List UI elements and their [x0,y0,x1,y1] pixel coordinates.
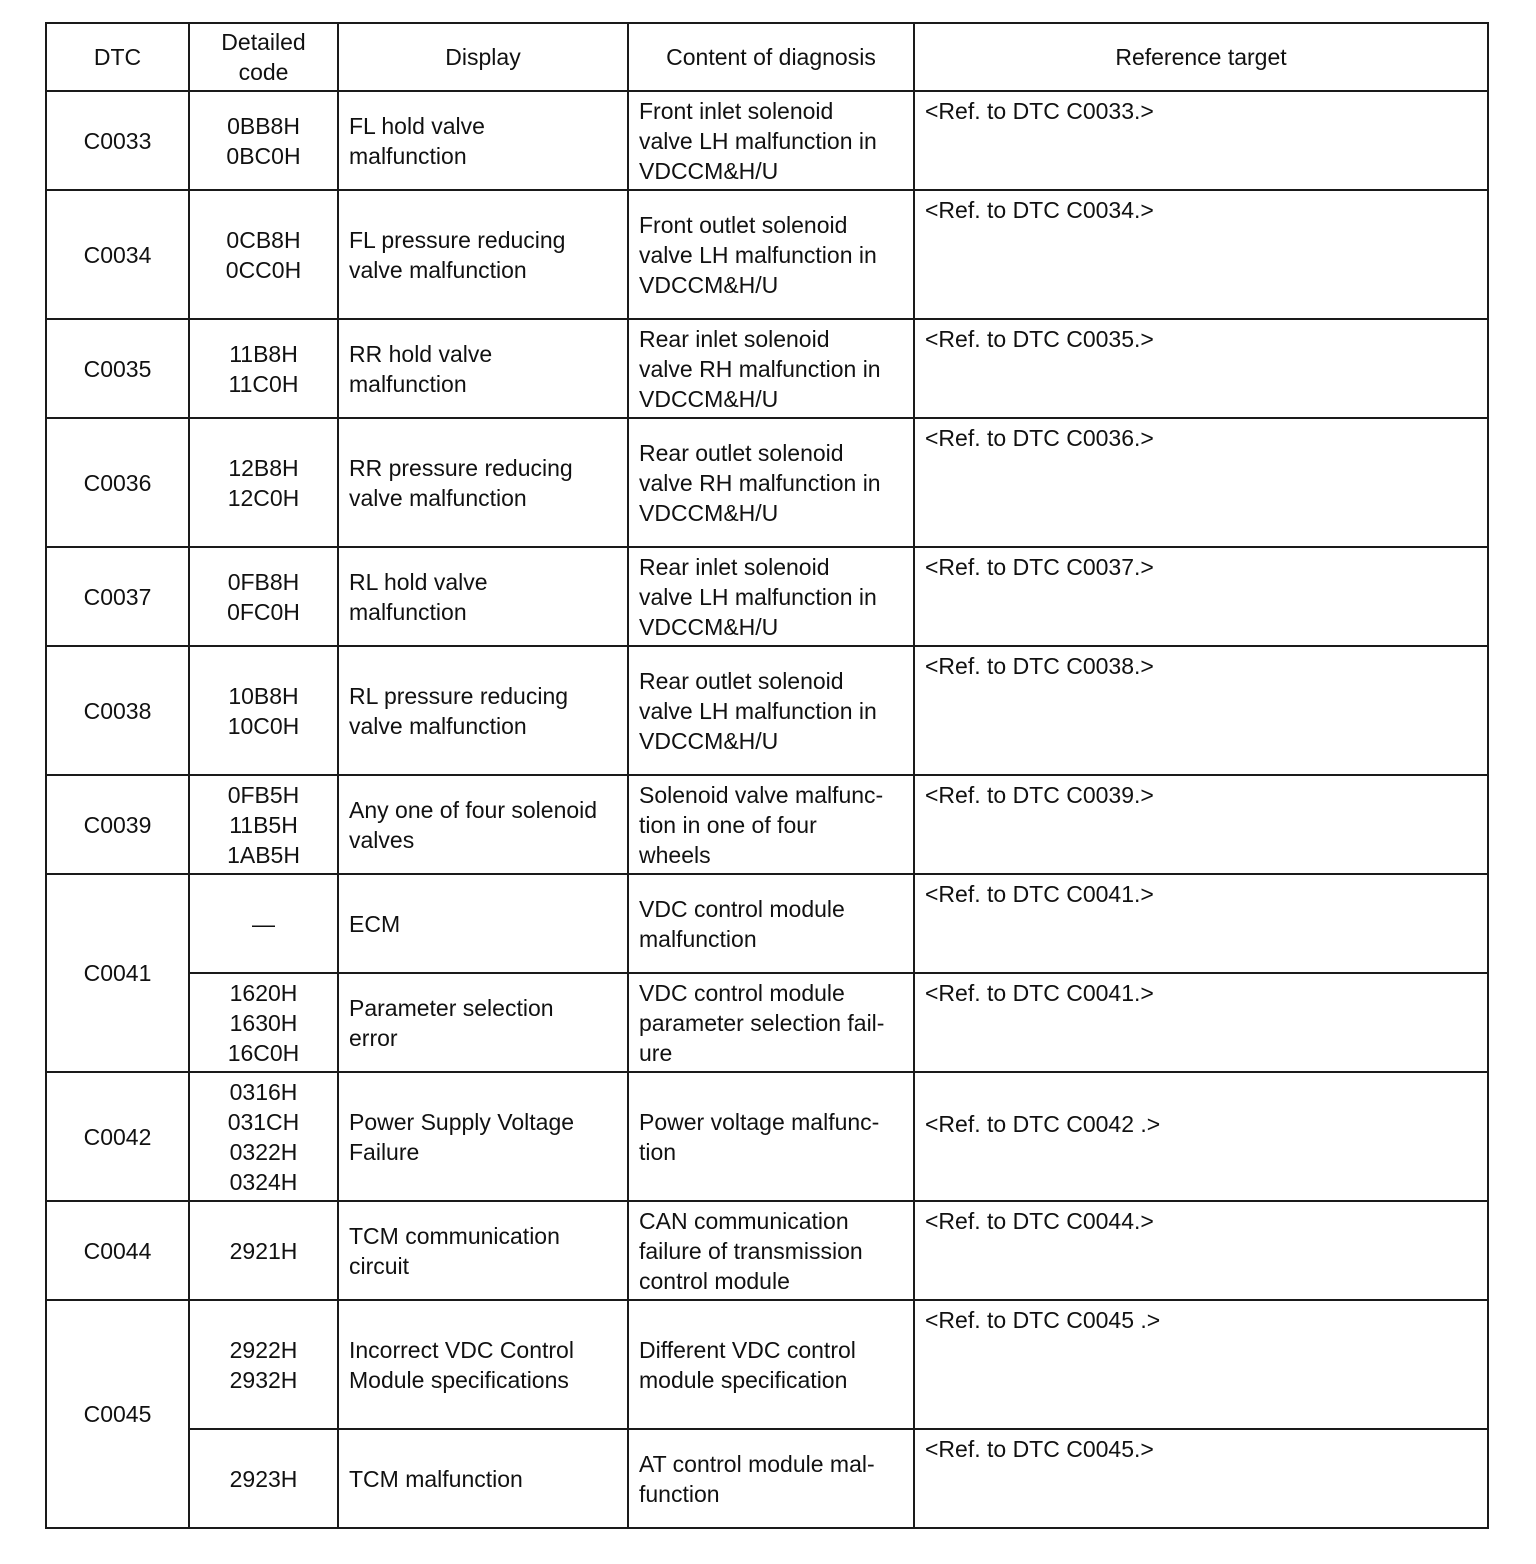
detailed-code: 12B8H [228,454,299,481]
table-row [46,319,1488,418]
header-reference [914,23,1488,91]
table-row [46,973,1488,1072]
diagnosis-cell [628,190,914,319]
dtc-code: C0036 [83,469,152,496]
detailed-code: 0CB8H [226,226,301,253]
reference-link[interactable]: <Ref. to DTC C0045 .> [925,1307,1161,1333]
diagnosis-text: CAN communication [639,1207,849,1234]
display-cell [338,1429,628,1528]
table-row [46,775,1488,874]
display-text: FL pressure reducing [349,226,566,253]
detailed-code-cell [189,1072,338,1201]
detailed-code-cell [189,418,338,547]
header-content-label: Content of diagnosis [666,44,876,70]
detailed-code: 0FC0H [227,598,300,625]
detailed-code-cell [189,1300,338,1429]
header-dtc-label: DTC [93,44,142,70]
display-cell [338,190,628,319]
dtc-cell [46,319,189,418]
detailed-code: 10B8H [228,682,299,709]
display-text: error [349,1024,398,1051]
display-text: Power Supply Voltage [349,1108,575,1135]
diagnosis-text: valve LH malfunction in [639,127,877,154]
diagnosis-text: Rear outlet solenoid [639,439,844,466]
display-cell [338,775,628,874]
diagnosis-text: valve LH malfunction in [639,241,877,268]
display-text: Module specifications [349,1366,569,1393]
dtc-code: C0039 [83,811,152,838]
diagnosis-text: VDC control module [639,895,845,922]
diagnosis-text: malfunction [639,925,757,952]
detailed-code: 11C0H [228,370,299,397]
dtc-code: C0035 [83,355,152,382]
detailed-code-cell [189,547,338,646]
reference-link[interactable]: <Ref. to DTC C0042 .> [925,1110,1161,1137]
display-text: valve malfunction [349,256,527,283]
display-text: RR hold valve [349,340,493,367]
detailed-code-cell [189,1201,338,1300]
reference-link[interactable]: <Ref. to DTC C0034.> [925,197,1154,223]
dtc-cell [46,91,189,190]
detailed-code-cell [189,973,338,1072]
display-cell [338,646,628,775]
diagnosis-text: function [639,1480,720,1507]
reference-link[interactable]: <Ref. to DTC C0035.> [925,326,1154,352]
reference-cell [914,91,1488,190]
detailed-code-cell [189,646,338,775]
detailed-code: — [252,910,275,937]
diagnosis-text: tion [639,1138,677,1165]
diagnosis-text: ure [639,1039,673,1066]
diagnosis-cell [628,775,914,874]
dtc-cell [46,1072,189,1201]
display-text: Failure [349,1138,420,1165]
detailed-code-cell [189,319,338,418]
display-text: malfunction [349,142,467,169]
table-row [46,1300,1488,1429]
dtc-cell [46,775,189,874]
reference-link[interactable]: <Ref. to DTC C0039.> [925,782,1154,808]
dtc-cell [46,646,189,775]
display-cell [338,1300,628,1429]
diagnosis-cell [628,874,914,973]
display-text: valve malfunction [349,712,527,739]
diagnosis-text: valve RH malfunction in [639,469,881,496]
display-text: Incorrect VDC Control [349,1336,574,1363]
reference-cell [914,1300,1488,1429]
reference-link[interactable]: <Ref. to DTC C0044.> [925,1208,1154,1234]
table-row [46,1429,1488,1528]
detailed-code: 0FB8H [227,568,300,595]
dtc-cell [46,547,189,646]
dtc-table [45,22,1489,1529]
reference-link[interactable]: <Ref. to DTC C0038.> [925,653,1154,679]
reference-cell [914,319,1488,418]
diagnosis-text: VDCCM&H/U [639,271,779,298]
diagnosis-text: Front inlet solenoid [639,97,834,124]
reference-cell [914,1201,1488,1300]
detailed-code: 11B8H [229,340,298,367]
reference-cell [914,1072,1488,1201]
diagnosis-text: Power voltage malfunc- [639,1108,880,1135]
header-detailed-code-line2: code [238,59,289,85]
reference-cell [914,547,1488,646]
diagnosis-cell [628,91,914,190]
table-row [46,91,1488,190]
diagnosis-cell [628,418,914,547]
detailed-code-cell [189,1429,338,1528]
diagnosis-cell [628,646,914,775]
reference-link[interactable]: <Ref. to DTC C0037.> [925,554,1154,580]
header-detailed-code [189,23,338,91]
reference-cell [914,1429,1488,1528]
detailed-code: 2932H [229,1366,298,1393]
dtc-code: C0041 [83,960,152,986]
detailed-code: 1620H [229,979,298,1006]
detailed-code-cell [189,874,338,973]
reference-cell [914,646,1488,775]
display-text: malfunction [349,598,467,625]
display-cell [338,973,628,1072]
display-cell [338,1201,628,1300]
header-dtc [46,23,189,91]
reference-cell [914,775,1488,874]
reference-cell [914,874,1488,973]
detailed-code: 2921H [229,1237,298,1264]
detailed-code: 0316H [229,1078,298,1105]
dtc-cell [46,874,189,1072]
header-reference-label: Reference target [1115,44,1287,70]
detailed-code: 0324H [229,1168,298,1195]
diagnosis-text: control module [639,1267,790,1294]
header-detailed-code-line1: Detailed [221,29,306,55]
header-display [338,23,628,91]
detailed-code: 0CC0H [225,256,302,283]
dtc-code: C0037 [83,583,152,610]
reference-cell [914,973,1488,1072]
display-text: FL hold valve [349,112,485,139]
detailed-code: 10C0H [227,712,300,739]
display-text: RR pressure reducing [349,454,573,481]
diagnosis-cell [628,1201,914,1300]
diagnosis-text: tion in one of four [639,811,817,838]
dtc-cell [46,1300,189,1528]
diagnosis-text: VDCCM&H/U [639,499,779,526]
diagnosis-cell [628,547,914,646]
diagnosis-text: VDCCM&H/U [639,613,779,640]
diagnosis-text: module specification [639,1366,848,1393]
dtc-code: C0034 [83,241,152,268]
detailed-code: 031CH [227,1108,300,1135]
display-text: circuit [349,1252,410,1279]
diagnosis-text: parameter selection fail- [639,1009,885,1036]
detailed-code: 0FB5H [227,781,300,808]
display-text: ECM [349,910,401,937]
table-row [46,874,1488,973]
diagnosis-text: VDCCM&H/U [639,157,779,184]
display-cell [338,418,628,547]
detailed-code: 2923H [229,1465,298,1492]
display-text: RL pressure reducing [349,682,569,709]
dtc-cell [46,190,189,319]
diagnosis-cell [628,1429,914,1528]
table-row [46,646,1488,775]
display-cell [338,874,628,973]
display-text: TCM communication [349,1222,560,1249]
diagnosis-text: Front outlet solenoid [639,211,848,238]
detailed-code-cell [189,190,338,319]
display-text: TCM malfunction [349,1465,523,1492]
dtc-code: C0033 [83,127,152,154]
detailed-code: 16C0H [227,1039,300,1066]
detailed-code-cell [189,775,338,874]
reference-link[interactable]: <Ref. to DTC C0033.> [925,98,1154,124]
reference-link[interactable]: <Ref. to DTC C0045.> [925,1436,1154,1462]
detailed-code: 1AB5H [227,841,300,868]
table-row [46,418,1488,547]
diagnosis-text: failure of transmission [639,1237,863,1264]
reference-link[interactable]: <Ref. to DTC C0041.> [925,980,1154,1006]
diagnosis-text: wheels [639,841,711,868]
display-cell [338,319,628,418]
display-text: valve malfunction [349,484,527,511]
diagnosis-cell [628,1300,914,1429]
detailed-code: 2922H [229,1336,298,1363]
diagnosis-text: Different VDC control [639,1336,856,1363]
header-display-label: Display [445,44,521,70]
display-text: valves [349,826,415,853]
dtc-code: C0042 [83,1123,152,1150]
table-row [46,1201,1488,1300]
diagnosis-cell [628,973,914,1072]
diagnosis-text: Rear outlet solenoid [639,667,844,694]
dtc-code: C0044 [83,1237,152,1264]
table-row [46,190,1488,319]
display-cell [338,91,628,190]
diagnosis-text: Rear inlet solenoid [639,553,830,580]
detailed-code: 0BC0H [226,142,301,169]
detailed-code: 11B5H [229,811,298,838]
diagnosis-text: VDCCM&H/U [639,727,779,754]
detailed-code: 1630H [229,1009,298,1036]
dtc-code: C0045 [83,1401,152,1427]
header-content [628,23,914,91]
reference-link[interactable]: <Ref. to DTC C0041.> [925,881,1154,907]
display-cell [338,547,628,646]
diagnosis-text: VDC control module [639,979,845,1006]
diagnosis-text: AT control module mal- [639,1450,875,1477]
dtc-code: C0038 [83,697,152,724]
display-cell [338,1072,628,1201]
detailed-code: 0322H [229,1138,298,1165]
diagnosis-text: valve RH malfunction in [639,355,881,382]
display-text: malfunction [349,370,467,397]
detailed-code-cell [189,91,338,190]
diagnosis-cell [628,1072,914,1201]
dtc-cell [46,1201,189,1300]
reference-cell [914,190,1488,319]
diagnosis-text: Solenoid valve malfunc- [639,781,884,808]
detailed-code: 0BB8H [227,112,300,139]
diagnosis-cell [628,319,914,418]
diagnosis-text: valve LH malfunction in [639,697,877,724]
table-row [46,547,1488,646]
display-text: Parameter selection [349,994,554,1021]
reference-link[interactable]: <Ref. to DTC C0036.> [925,425,1154,451]
dtc-cell [46,418,189,547]
display-text: RL hold valve [349,568,488,595]
detailed-code: 12C0H [227,484,300,511]
reference-cell [914,418,1488,547]
diagnosis-text: Rear inlet solenoid [639,325,830,352]
diagnosis-text: valve LH malfunction in [639,583,877,610]
table-header-row [46,23,1488,91]
table-row [46,1072,1488,1201]
diagnosis-text: VDCCM&H/U [639,385,779,412]
display-text: Any one of four solenoid [349,796,598,823]
